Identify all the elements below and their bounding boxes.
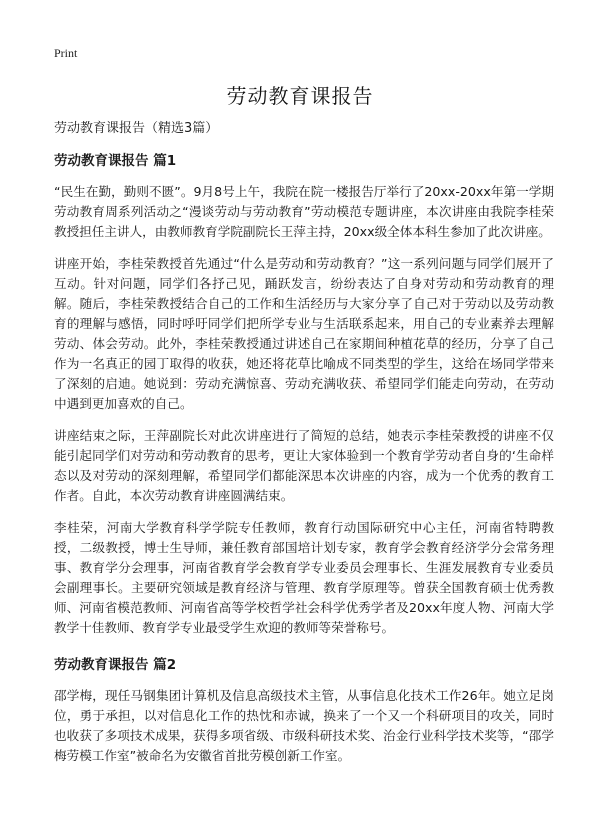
paragraph: 李桂荣，河南大学教育科学学院专任教师，教育行动国际研究中心主任，河南省特聘教授，二级教授，博士生导师，兼任教育部国培计划专家，教育学会教育经济学分会常务理事、教育学分会理事，河南省教育学会教育学专业委员会理事长、生涯发展教育专业委员会副理事长。主要研究领域是教育经济与管理、教育学原理等。曾获全国教育硕士优秀教师、河南省模范教师、河南省高等学校哲学社会科学优秀学者及20xx年度人物、河南大学教学十佳教师、教育学专业最受学生欢迎的教师等荣誉称号。 (54, 520, 554, 635)
document-subtitle: 劳动教育课报告（精选3篇） (54, 121, 219, 136)
section-2 (54, 656, 554, 766)
section-1 (54, 152, 554, 638)
paragraph: 邵学梅，现任马钢集团计算机及信息高级技术主管，从事信息化技术工作26年。她立足岗位，勇于承担，以对信息化工作的热忱和赤诚，换来了一个又一个科研项目的攻关，同时也收获了多项技术成果，获得多项省级、市级科研技术奖、治金行业科学技术奖等，“邵学梅劳模工作室”被命名为安徽省首批劳模创新工作室。 (54, 688, 554, 763)
paragraph: 讲座开始，李桂荣教授首先通过“什么是劳动和劳动教育？”这一系列问题与同学们展开了互动。针对问题，同学们各抒己见，踊跃发言，纷纷表达了自身对劳动和劳动教育的理解。随后，李桂荣教授结合自己的工作和生活经历与大家分享了自己对于劳动以及劳动教育的理解与感悟，同时呼吁同学们把所学专业与生活联系起来，用自己的专业素养去理解劳动、体会劳动。此外，李桂荣教授通过讲述自己在家期间种植花草的经历，分享了自己作为一名真正的园丁取得的收获，她还将花草比喻成不同类型的学生，这给在场同学带来了深刻的启迪。她说到：劳动充满惊喜、劳动充满收获、希望同学们能走向劳动，在劳动中遇到更加喜欢的自己。 (54, 256, 554, 411)
print-link[interactable]: Print (54, 46, 78, 60)
page-title: 劳动教育课报告 (226, 84, 374, 108)
document-body (54, 120, 554, 778)
section-heading: 劳动教育课报告 篇1 (54, 153, 177, 169)
section-heading: 劳动教育课报告 篇2 (54, 657, 177, 673)
paragraph: 讲座结束之际，王萍副院长对此次讲座进行了简短的总结，她表示李桂荣教授的讲座不仅能引起同学们对劳动和劳动教育的思考，更让大家体验到一个教育学劳动者自身的‘生命样态以及对劳动的深刻理解，希望同学们都能深思本次讲座的内容，成为一个优秀的教育工作者。自此，本次劳动教育讲座圆满结束。 (54, 428, 554, 503)
paragraph: “民生在勤，勤则不匮”。9月8号上午，我院在院一楼报告厅举行了20xx-20xx年第一学期劳动教育周系列活动之“漫谈劳动与劳动教育”劳动模范专题讲座，本次讲座由我院李桂荣教授担任主讲人，由教师教育学院副院长王萍主持，20xx级全体本科生参加了此次讲座。 (54, 184, 554, 239)
